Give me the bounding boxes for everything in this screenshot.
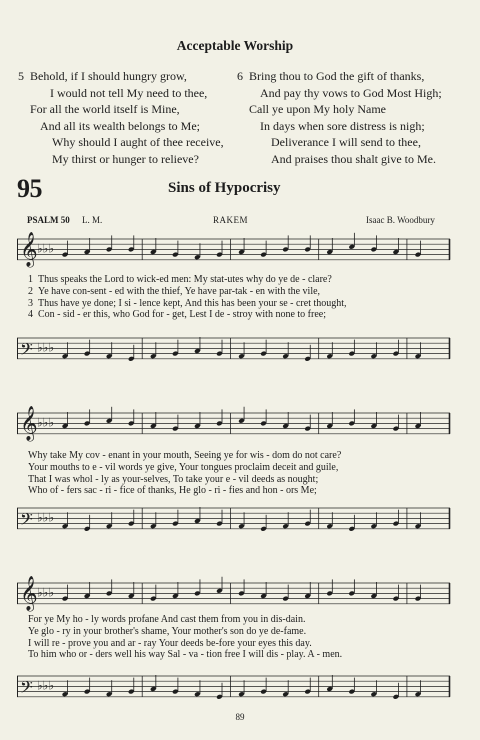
lyric-line: 2 Ye have con-sent - ed with the thief, Ye have par-tak - en with the vile, (28, 285, 321, 297)
bass-clef-icon: 𝄢 (20, 338, 33, 363)
stanza-6 (237, 68, 442, 167)
lyrics-block (28, 614, 342, 661)
composer: Isaac B. Woodbury (366, 215, 435, 225)
lyric-line: 1 Thus speaks the Lord to wick-ed men: My stat-utes why do ye de - clare? (28, 274, 332, 285)
stanza-number: 5 (18, 69, 24, 83)
psalm-reference: PSALM 50 (27, 215, 70, 225)
bass-staff (17, 330, 450, 370)
tune-name: RAKEM (213, 215, 249, 225)
stanza-line: And pay thy vows to God Most High; (260, 85, 442, 100)
treble-staff (17, 405, 450, 445)
stanza-line: And all its wealth belongs to Me; (40, 118, 200, 133)
lyric-line: Ye glo - ry in your brother's shame, Your mother's son do ye de-fame. (28, 625, 307, 637)
stanza-line: In days when sore distress is nigh; (260, 118, 425, 133)
lyric-line: 4 Con - sid - er this, who God for - get, Lest I de - stroy with none to free; (28, 309, 326, 321)
lyric-line: For ye My ho - ly words profane And cast them from you in dis-dain. (28, 614, 306, 625)
treble-staff (17, 575, 450, 615)
section-title: Acceptable Worship (176, 38, 294, 53)
key-signature-icon: ♭♭♭ (37, 510, 54, 525)
lyric-line: 3 Thus have ye done; I si - lence kept, And this has been your se - cret thought, (28, 297, 347, 309)
bass-staff (17, 668, 450, 708)
hymn-number: 95 (17, 174, 42, 203)
key-signature-icon: ♭♭♭ (37, 241, 54, 256)
stanza-5 (18, 68, 224, 167)
lyric-line: Who of - fers sac - ri - fice of thanks, He glo - ri - fies and hon - ors Me; (28, 485, 317, 497)
treble-clef-icon: 𝄞 (20, 405, 38, 441)
stanza-line: 6 Bring thou to God the gift of thanks, (237, 69, 425, 83)
stanza-number: 6 (237, 69, 243, 83)
lyric-line: I will re - prove you and ar - ray Your deeds be-fore your eyes this day. (28, 637, 312, 649)
lyric-line: To him who or - ders well his way Sal - va - tion free I will dis - play. A - men. (28, 649, 343, 661)
key-signature-icon: ♭♭♭ (37, 678, 54, 693)
meter: L. M. (82, 215, 103, 225)
page-number: 89 (235, 712, 245, 722)
bass-staff (17, 500, 450, 540)
stanza-line: My thirst or hunger to relieve? (52, 151, 199, 166)
lyric-line: Your mouths to e - vil words ye give, Your tongues proclaim deceit and guile, (28, 461, 339, 473)
treble-clef-icon: 𝄞 (20, 231, 38, 267)
bass-clef-icon: 𝄢 (20, 508, 33, 533)
stanza-line: I would not tell My need to thee, (50, 85, 208, 100)
hymn-title: Sins of Hypocrisy (168, 180, 281, 196)
stanza-line: Call ye upon My holy Name (249, 102, 386, 116)
lyric-line: That I was whol - ly as your-selves, To take your e - vil deeds as nought; (28, 473, 319, 485)
lyrics-block (28, 450, 341, 497)
key-signature-icon: ♭♭♭ (37, 340, 54, 355)
key-signature-icon: ♭♭♭ (37, 585, 54, 600)
stanza-line: Why should I aught of thee receive, (52, 135, 224, 149)
stanza-line: 5 Behold, if I should hungry grow, (18, 69, 187, 83)
stanza-line: For all the world itself is Mine, (30, 102, 180, 116)
key-signature-icon: ♭♭♭ (37, 415, 54, 430)
treble-staff (17, 231, 450, 271)
bass-clef-icon: 𝄢 (20, 676, 33, 701)
treble-clef-icon: 𝄞 (20, 575, 38, 611)
lyrics-block (28, 274, 347, 321)
stanza-line: Deliverance I will send to thee, (271, 135, 421, 149)
stanza-line: And praises thou shalt give to Me. (271, 151, 436, 166)
lyric-line: Why take My cov - enant in your mouth, Seeing ye for wis - dom do not care? (28, 450, 342, 461)
